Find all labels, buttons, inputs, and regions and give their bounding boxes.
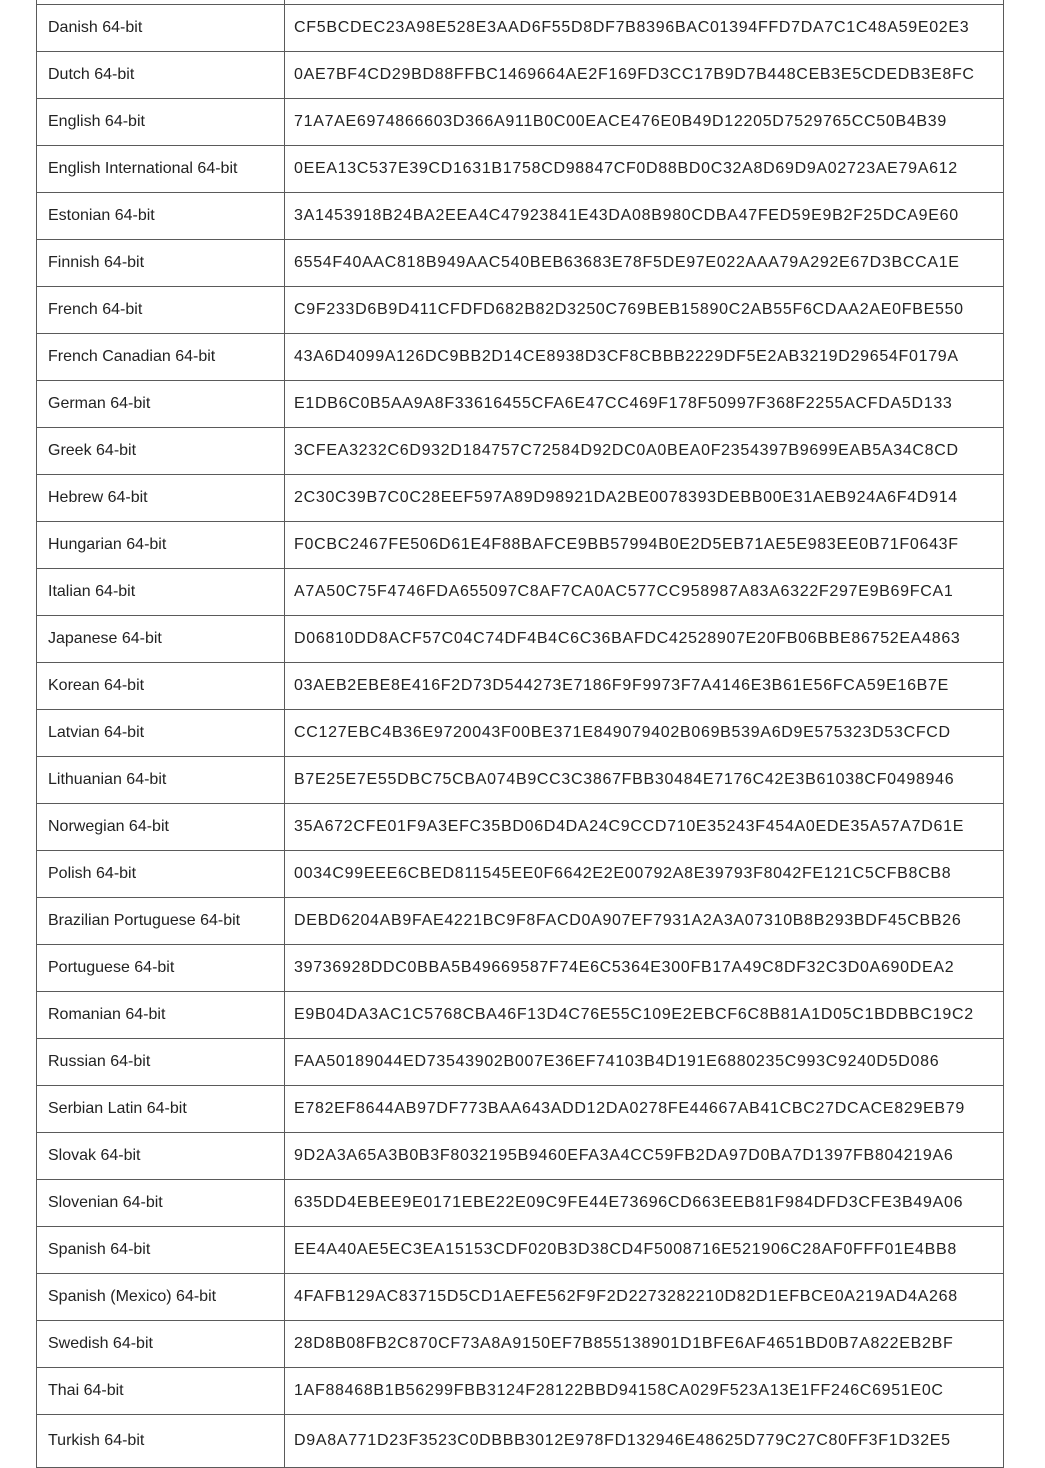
table-row <box>37 1368 1004 1415</box>
language-cell: Slovenian 64-bit <box>37 1180 285 1227</box>
table-row <box>37 522 1004 569</box>
hash-cell: E782EF8644AB97DF773BAA643ADD12DA0278FE44667AB41CBC27DCACE829EB79 <box>285 1086 1004 1133</box>
hash-cell: 03AEB2EBE8E416F2D73D544273E7186F9F9973F7A4146E3B61E56FCA59E16B7E <box>285 663 1004 710</box>
language-cell: Russian 64-bit <box>37 1039 285 1086</box>
language-cell: English 64-bit <box>37 99 285 146</box>
language-cell: Serbian Latin 64-bit <box>37 1086 285 1133</box>
table-row <box>37 475 1004 522</box>
table-row <box>37 1321 1004 1368</box>
table-row <box>37 334 1004 381</box>
table-row <box>37 428 1004 475</box>
table-row <box>37 1415 1004 1468</box>
language-cell: French Canadian 64-bit <box>37 334 285 381</box>
table-row <box>37 287 1004 334</box>
language-cell: Slovak 64-bit <box>37 1133 285 1180</box>
language-cell: Polish 64-bit <box>37 851 285 898</box>
hash-table-body <box>37 0 1004 1468</box>
table-row <box>37 804 1004 851</box>
language-cell: French 64-bit <box>37 287 285 334</box>
hash-cell: 3A1453918B24BA2EEA4C47923841E43DA08B980CDBA47FED59E9B2F25DCA9E60 <box>285 193 1004 240</box>
hash-cell: 0034C99EEE6CBED811545EE0F6642E2E00792A8E39793F8042FE121C5CFB8CB8 <box>285 851 1004 898</box>
language-cell: Romanian 64-bit <box>37 992 285 1039</box>
language-cell: Hungarian 64-bit <box>37 522 285 569</box>
table-row <box>37 1180 1004 1227</box>
table-row <box>37 851 1004 898</box>
language-cell: Thai 64-bit <box>37 1368 285 1415</box>
language-cell: Portuguese 64-bit <box>37 945 285 992</box>
hash-cell: 28D8B08FB2C870CF73A8A9150EF7B855138901D1BFE6AF4651BD0B7A822EB2BF <box>285 1321 1004 1368</box>
language-cell: Latvian 64-bit <box>37 710 285 757</box>
language-cell: Spanish 64-bit <box>37 1227 285 1274</box>
hash-cell: 2C30C39B7C0C28EEF597A89D98921DA2BE0078393DEBB00E31AEB924A6F4D914 <box>285 475 1004 522</box>
hash-cell: D9A8A771D23F3523C0DBBB3012E978FD132946E48625D779C27C80FF3F1D32E5 <box>285 1415 1004 1468</box>
language-cell: Italian 64-bit <box>37 569 285 616</box>
hash-cell: CC127EBC4B36E9720043F00BE371E849079402B069B539A6D9E575323D53CFCD <box>285 710 1004 757</box>
table-row <box>37 1086 1004 1133</box>
hash-cell: E9B04DA3AC1C5768CBA46F13D4C76E55C109E2EBCF6C8B81A1D05C1BDBBC19C2 <box>285 992 1004 1039</box>
hash-cell: 3CFEA3232C6D932D184757C72584D92DC0A0BEA0F2354397B9699EAB5A34C8CD <box>285 428 1004 475</box>
hash-cell: CF5BCDEC23A98E528E3AAD6F55D8DF7B8396BAC01394FFD7DA7C1C48A59E02E3 <box>285 5 1004 52</box>
table-row <box>37 1039 1004 1086</box>
hash-table-container <box>36 0 1004 1468</box>
hash-cell: 635DD4EBEE9E0171EBE22E09C9FE44E73696CD663EEB81F984DFD3CFE3B49A06 <box>285 1180 1004 1227</box>
table-row <box>37 1133 1004 1180</box>
hash-cell: 1AF88468B1B56299FBB3124F28122BBD94158CA029F523A13E1FF246C6951E0C <box>285 1368 1004 1415</box>
language-cell: Danish 64-bit <box>37 5 285 52</box>
table-row <box>37 381 1004 428</box>
language-cell: German 64-bit <box>37 381 285 428</box>
hash-cell: 0AE7BF4CD29BD88FFBC1469664AE2F169FD3CC17B9D7B448CEB3E5CDEDB3E8FC <box>285 52 1004 99</box>
language-hash-table <box>36 0 1004 1468</box>
hash-cell: 0EEA13C537E39CD1631B1758CD98847CF0D88BD0C32A8D69D9A02723AE79A612 <box>285 146 1004 193</box>
language-cell: Greek 64-bit <box>37 428 285 475</box>
table-row <box>37 757 1004 804</box>
language-cell: Swedish 64-bit <box>37 1321 285 1368</box>
table-row <box>37 99 1004 146</box>
hash-cell: D06810DD8ACF57C04C74DF4B4C6C36BAFDC42528907E20FB06BBE86752EA4863 <box>285 616 1004 663</box>
table-row <box>37 146 1004 193</box>
table-row <box>37 945 1004 992</box>
hash-cell: DEBD6204AB9FAE4221BC9F8FACD0A907EF7931A2A3A07310B8B293BDF45CBB26 <box>285 898 1004 945</box>
hash-cell: FAA50189044ED73543902B007E36EF74103B4D191E6880235C993C9240D5D086 <box>285 1039 1004 1086</box>
table-row <box>37 616 1004 663</box>
language-cell: Japanese 64-bit <box>37 616 285 663</box>
language-cell: Korean 64-bit <box>37 663 285 710</box>
language-cell: Spanish (Mexico) 64-bit <box>37 1274 285 1321</box>
hash-cell: 35A672CFE01F9A3EFC35BD06D4DA24C9CCD710E35243F454A0EDE35A57A7D61E <box>285 804 1004 851</box>
hash-cell: E1DB6C0B5AA9A8F33616455CFA6E47CC469F178F50997F368F2255ACFDA5D133 <box>285 381 1004 428</box>
language-cell: Turkish 64-bit <box>37 1415 285 1468</box>
language-cell: English International 64-bit <box>37 146 285 193</box>
language-cell: Estonian 64-bit <box>37 193 285 240</box>
language-cell: Hebrew 64-bit <box>37 475 285 522</box>
hash-cell: 39736928DDC0BBA5B49669587F74E6C5364E300FB17A49C8DF32C3D0A690DEA2 <box>285 945 1004 992</box>
table-row <box>37 663 1004 710</box>
table-row <box>37 5 1004 52</box>
table-row <box>37 569 1004 616</box>
language-cell: Norwegian 64-bit <box>37 804 285 851</box>
hash-cell: C9F233D6B9D411CFDFD682B82D3250C769BEB15890C2AB55F6CDAA2AE0FBE550 <box>285 287 1004 334</box>
hash-cell: F0CBC2467FE506D61E4F88BAFCE9BB57994B0E2D5EB71AE5E983EE0B71F0643F <box>285 522 1004 569</box>
hash-cell: 6554F40AAC818B949AAC540BEB63683E78F5DE97E022AAA79A292E67D3BCCA1E <box>285 240 1004 287</box>
language-cell: Dutch 64-bit <box>37 52 285 99</box>
table-row <box>37 992 1004 1039</box>
hash-cell: 9D2A3A65A3B0B3F8032195B9460EFA3A4CC59FB2DA97D0BA7D1397FB804219A6 <box>285 1133 1004 1180</box>
hash-cell: 71A7AE6974866603D366A911B0C00EACE476E0B49D12205D7529765CC50B4B39 <box>285 99 1004 146</box>
hash-cell: 43A6D4099A126DC9BB2D14CE8938D3CF8CBBB2229DF5E2AB3219D29654F0179A <box>285 334 1004 381</box>
hash-cell: A7A50C75F4746FDA655097C8AF7CA0AC577CC958987A83A6322F297E9B69FCA1 <box>285 569 1004 616</box>
table-row <box>37 898 1004 945</box>
hash-cell: 4FAFB129AC83715D5CD1AEFE562F9F2D2273282210D82D1EFBCE0A219AD4A268 <box>285 1274 1004 1321</box>
hash-cell: EE4A40AE5EC3EA15153CDF020B3D38CD4F5008716E521906C28AF0FFF01E4BB8 <box>285 1227 1004 1274</box>
table-row <box>37 710 1004 757</box>
table-row <box>37 1227 1004 1274</box>
language-cell: Lithuanian 64-bit <box>37 757 285 804</box>
table-row <box>37 240 1004 287</box>
table-row <box>37 193 1004 240</box>
language-cell: Finnish 64-bit <box>37 240 285 287</box>
hash-cell: B7E25E7E55DBC75CBA074B9CC3C3867FBB30484E7176C42E3B61038CF0498946 <box>285 757 1004 804</box>
language-cell: Brazilian Portuguese 64-bit <box>37 898 285 945</box>
table-row <box>37 1274 1004 1321</box>
table-row <box>37 52 1004 99</box>
